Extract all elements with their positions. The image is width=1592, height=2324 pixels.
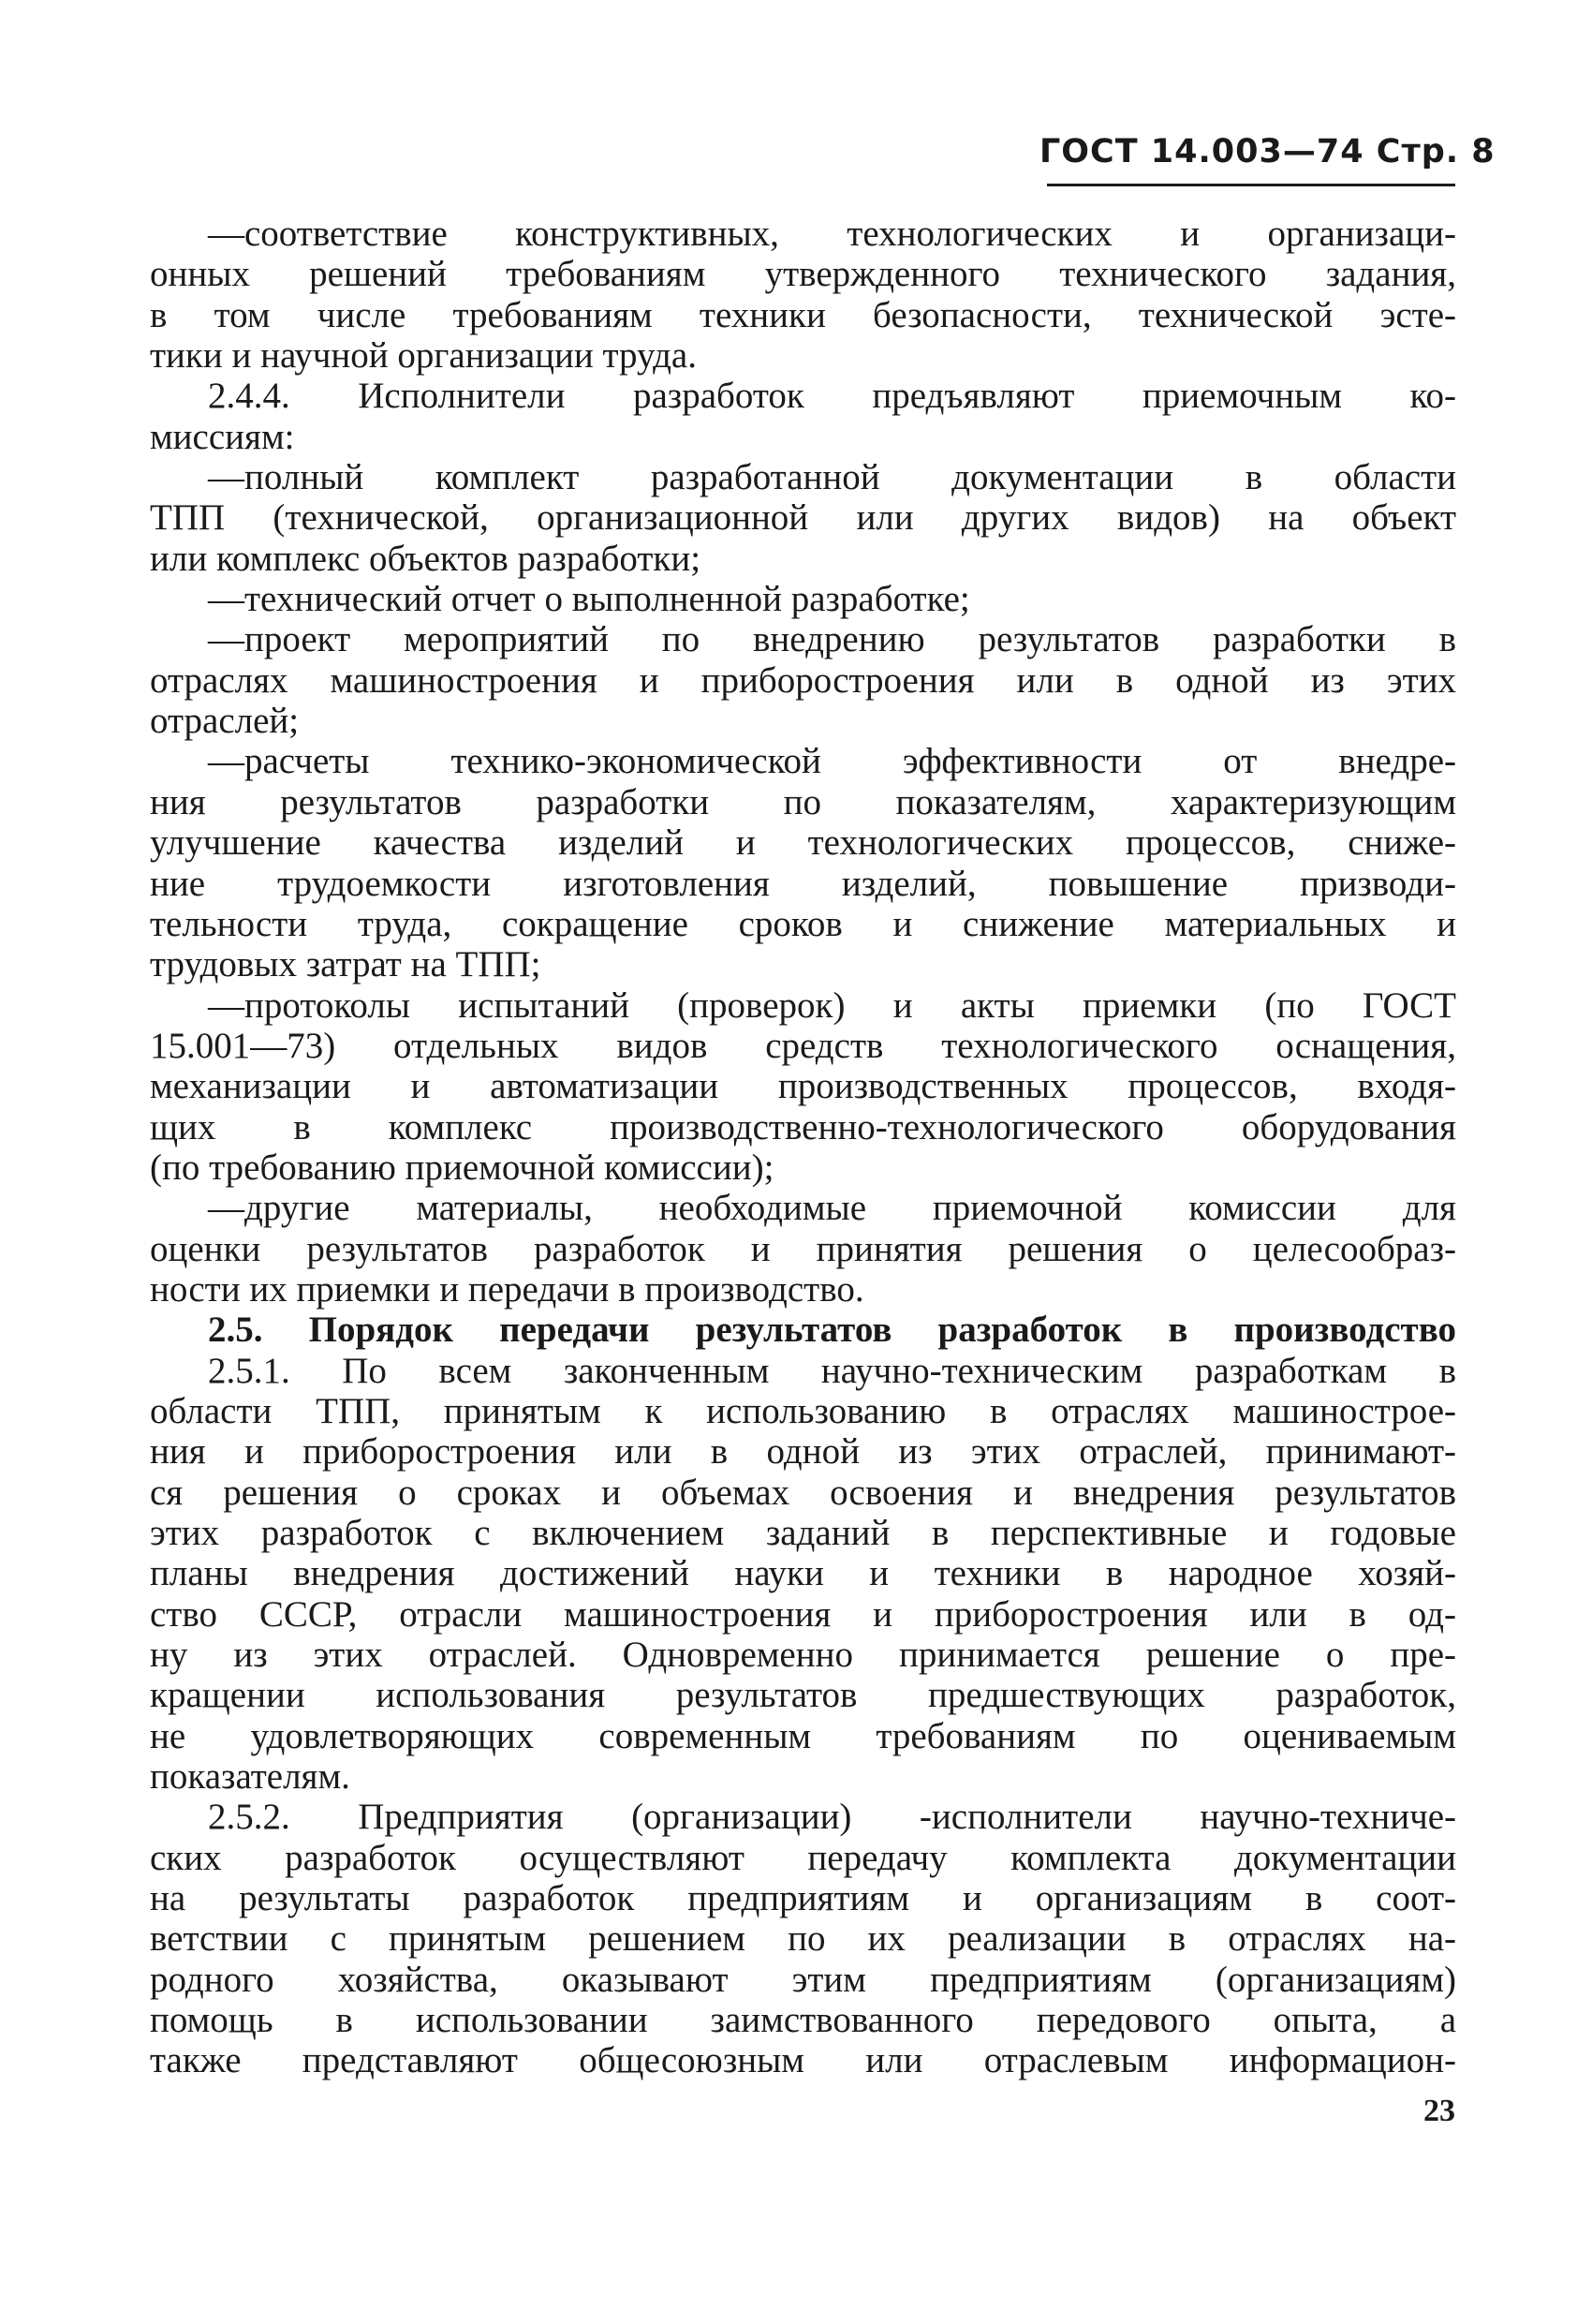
text-line: или комплекс объектов разработки; [150,538,701,579]
text-line: миссиям: [150,416,295,457]
text-line: не удовлетворяющих современным требованиям по оцениваемым [150,1715,1456,1756]
text-line: щих в комплекс производственно-технологического оборудования [150,1106,1456,1147]
body-text [150,214,1456,2081]
text-line: ских разработок осуществляют передачу комплекта документации [150,1837,1456,1878]
text-line: ние трудоемкости изготовления изделий, повышение призводи- [150,863,1456,904]
text-line: родного хозяйства, оказывают этим предприятиям (организациям) [150,1959,1456,2000]
text-line: тельности труда, сокращение сроков и снижение материальных и [150,903,1456,944]
text-line: ветствии с принятым решением по их реализации в отраслях на- [150,1918,1456,1960]
text-line: ТПП (технической, организационной или других видов) на объект [150,497,1456,539]
section-heading-line: 2.5. Порядок передачи результатов разработок в производство [208,1310,1456,1351]
text-line: 2.4.4. Исполнители разработок предъявляют приемочным ко- [208,376,1456,417]
text-line: также представляют общесоюзным или отраслевым информацион- [150,2040,1456,2081]
page-number: 23 [1423,2094,1455,2128]
text-line: механизации и автоматизации производственных процессов, входя- [150,1066,1456,1107]
text-line: ну из этих отраслей. Одновременно принимается решение о пре- [150,1635,1456,1676]
text-line: 15.001—73) отдельных видов средств технологического оснащения, [150,1025,1456,1066]
text-line: —протоколы испытаний (проверок) и акты приемки (по ГОСТ [208,984,1456,1026]
text-line: ности их приемки и передачи в производство. [150,1268,864,1310]
text-line: —соответствие конструктивных, технологических и организаци- [208,214,1456,254]
text-line: ся решения о сроках и объемах освоения и внедрения результатов [150,1472,1456,1513]
text-line: ния результатов разработки по показателям, характеризующим [150,781,1456,822]
text-line: улучшение качества изделий и технологических процессов, сниже- [150,822,1456,864]
text-line: кращении использования результатов предшествующих разработок, [150,1675,1456,1716]
text-line: (по требованию приемочной комиссии); [150,1147,774,1188]
text-line: ния и приборостроения или в одной из этих отраслей, принимают- [150,1431,1456,1473]
text-line: —технический отчет о выполненной разработке; [208,579,970,620]
text-line: на результаты разработок предприятиям и организациям в соот- [150,1878,1456,1919]
text-line: отраслях машиностроения и приборостроения или в одной из этих [150,659,1456,701]
text-line: 2.5.2. Предприятия (организации) -исполнители научно-техниче- [208,1797,1456,1838]
text-line: отраслей; [150,701,300,742]
header-rule [1047,184,1455,186]
text-line: планы внедрения достижений науки и техники в народное хозяй- [150,1553,1456,1594]
text-line: этих разработок с включением заданий в перспективные и годовые [150,1513,1456,1553]
running-head-text: ГОСТ 14.003—74 Стр. 8 [1039,133,1496,170]
text-line: области ТПП, принятым к использованию в отраслях машинострое- [150,1390,1456,1431]
text-line: —другие материалы, необходимые приемочной комиссии для [208,1188,1456,1229]
text-line: —полный комплект разработанной документации в области [208,457,1456,498]
text-line: показателям. [150,1756,350,1798]
text-line: в том числе требованиям техники безопасности, технической эсте- [150,294,1456,335]
running-head [1039,131,1496,187]
text-line: онных решений требованиям утвержденного технического задания, [150,254,1456,295]
text-line: тики и научной организации труда. [150,335,697,377]
text-line: —проект мероприятий по внедрению результатов разработки в [208,619,1456,660]
text-line: трудовых затрат на ТПП; [150,944,541,985]
text-line: —расчеты технико-экономической эффективности от внедре- [208,741,1456,782]
text-line: оценки результатов разработок и принятия решения о целесообраз- [150,1228,1456,1269]
text-line: 2.5.1. По всем законченным научно-техническим разработкам в [208,1350,1456,1391]
text-line: ство СССР, отрасли машиностроения и приборостроения или в од- [150,1593,1456,1635]
text-line: помощь в использовании заимствованного передового опыта, а [150,2000,1456,2041]
